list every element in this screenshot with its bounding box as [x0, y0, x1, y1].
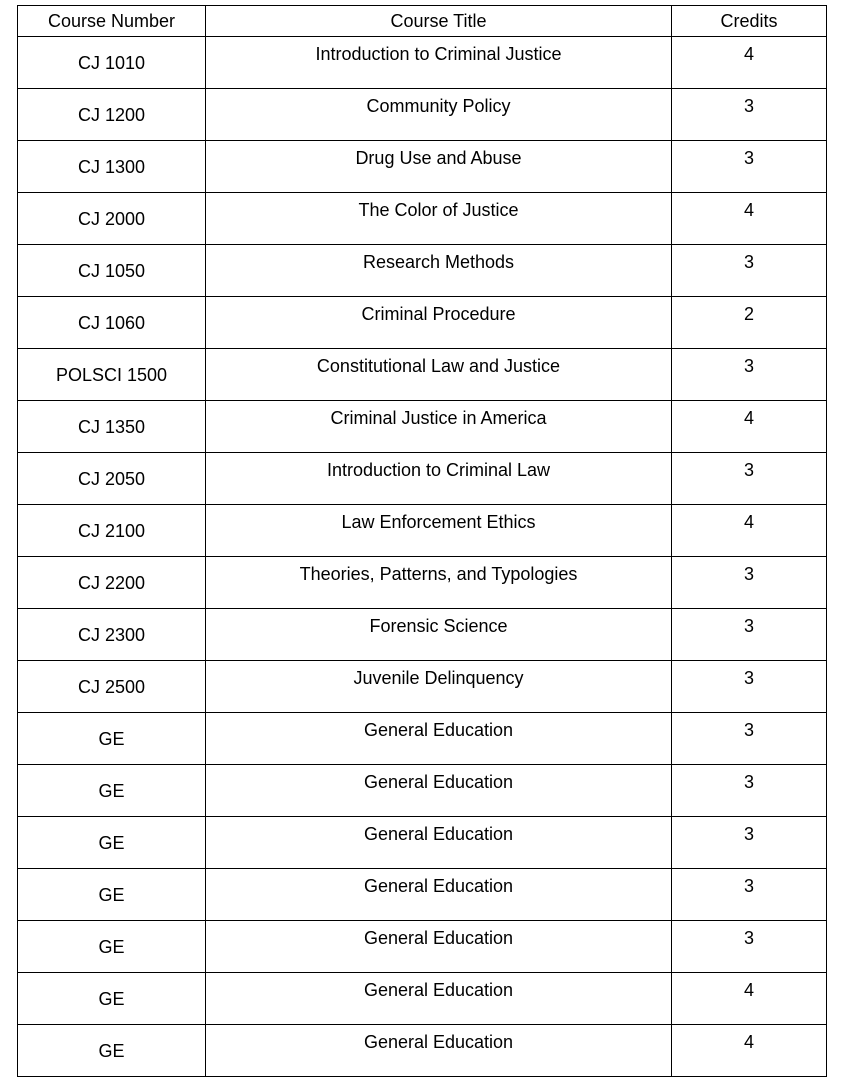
- credits-cell: 3: [672, 141, 827, 193]
- credits-cell: 3: [672, 349, 827, 401]
- course-number-cell: CJ 2000: [18, 193, 206, 245]
- course-title-cell: General Education: [206, 921, 672, 973]
- header-credits: Credits: [672, 6, 827, 37]
- course-title-cell: Theories, Patterns, and Typologies: [206, 557, 672, 609]
- course-title-cell: Introduction to Criminal Law: [206, 453, 672, 505]
- header-row: [18, 6, 827, 37]
- table-row: [18, 817, 827, 869]
- course-title-cell: General Education: [206, 713, 672, 765]
- table-row: [18, 765, 827, 817]
- table-body: [18, 37, 827, 1077]
- course-number-cell: GE: [18, 1025, 206, 1077]
- course-table: [17, 5, 827, 1077]
- table-row: [18, 245, 827, 297]
- course-title-cell: Juvenile Delinquency: [206, 661, 672, 713]
- course-title-cell: General Education: [206, 817, 672, 869]
- course-title-cell: Research Methods: [206, 245, 672, 297]
- credits-cell: 3: [672, 817, 827, 869]
- course-title-cell: General Education: [206, 765, 672, 817]
- course-number-cell: POLSCI 1500: [18, 349, 206, 401]
- course-number-cell: GE: [18, 921, 206, 973]
- course-title-cell: General Education: [206, 869, 672, 921]
- header-course-number: Course Number: [18, 6, 206, 37]
- header-course-title: Course Title: [206, 6, 672, 37]
- credits-cell: 3: [672, 921, 827, 973]
- course-title-cell: General Education: [206, 1025, 672, 1077]
- credits-cell: 3: [672, 609, 827, 661]
- credits-cell: 3: [672, 765, 827, 817]
- credits-cell: 3: [672, 557, 827, 609]
- course-title-cell: Community Policy: [206, 89, 672, 141]
- credits-cell: 4: [672, 1025, 827, 1077]
- credits-cell: 3: [672, 713, 827, 765]
- course-number-cell: CJ 2300: [18, 609, 206, 661]
- credits-cell: 4: [672, 973, 827, 1025]
- table-row: [18, 401, 827, 453]
- table-row: [18, 713, 827, 765]
- course-number-cell: CJ 1060: [18, 297, 206, 349]
- course-number-cell: GE: [18, 869, 206, 921]
- table-row: [18, 921, 827, 973]
- course-title-cell: Introduction to Criminal Justice: [206, 37, 672, 89]
- course-number-cell: CJ 1200: [18, 89, 206, 141]
- table-row: [18, 297, 827, 349]
- credits-cell: 3: [672, 453, 827, 505]
- table-row: [18, 193, 827, 245]
- table-row: [18, 661, 827, 713]
- table-row: [18, 869, 827, 921]
- credits-cell: 3: [672, 869, 827, 921]
- table-row: [18, 141, 827, 193]
- course-number-cell: GE: [18, 765, 206, 817]
- table-row: [18, 89, 827, 141]
- course-title-cell: Constitutional Law and Justice: [206, 349, 672, 401]
- credits-cell: 4: [672, 401, 827, 453]
- credits-cell: 3: [672, 245, 827, 297]
- course-number-cell: CJ 1350: [18, 401, 206, 453]
- course-title-cell: General Education: [206, 973, 672, 1025]
- table-row: [18, 453, 827, 505]
- credits-cell: 3: [672, 661, 827, 713]
- table-row: [18, 973, 827, 1025]
- table-row: [18, 557, 827, 609]
- table-row: [18, 37, 827, 89]
- course-title-cell: Forensic Science: [206, 609, 672, 661]
- course-number-cell: CJ 2500: [18, 661, 206, 713]
- table-header: [18, 6, 827, 37]
- course-number-cell: CJ 2050: [18, 453, 206, 505]
- course-number-cell: GE: [18, 973, 206, 1025]
- course-title-cell: Law Enforcement Ethics: [206, 505, 672, 557]
- table-row: [18, 609, 827, 661]
- table-row: [18, 349, 827, 401]
- course-number-cell: CJ 1300: [18, 141, 206, 193]
- course-title-cell: Criminal Procedure: [206, 297, 672, 349]
- course-title-cell: Criminal Justice in America: [206, 401, 672, 453]
- course-number-cell: GE: [18, 713, 206, 765]
- course-number-cell: CJ 2200: [18, 557, 206, 609]
- course-title-cell: The Color of Justice: [206, 193, 672, 245]
- course-number-cell: CJ 2100: [18, 505, 206, 557]
- credits-cell: 3: [672, 89, 827, 141]
- credits-cell: 4: [672, 505, 827, 557]
- credits-cell: 2: [672, 297, 827, 349]
- course-number-cell: CJ 1050: [18, 245, 206, 297]
- table-row: [18, 1025, 827, 1077]
- course-number-cell: CJ 1010: [18, 37, 206, 89]
- table-row: [18, 505, 827, 557]
- course-title-cell: Drug Use and Abuse: [206, 141, 672, 193]
- credits-cell: 4: [672, 37, 827, 89]
- course-number-cell: GE: [18, 817, 206, 869]
- credits-cell: 4: [672, 193, 827, 245]
